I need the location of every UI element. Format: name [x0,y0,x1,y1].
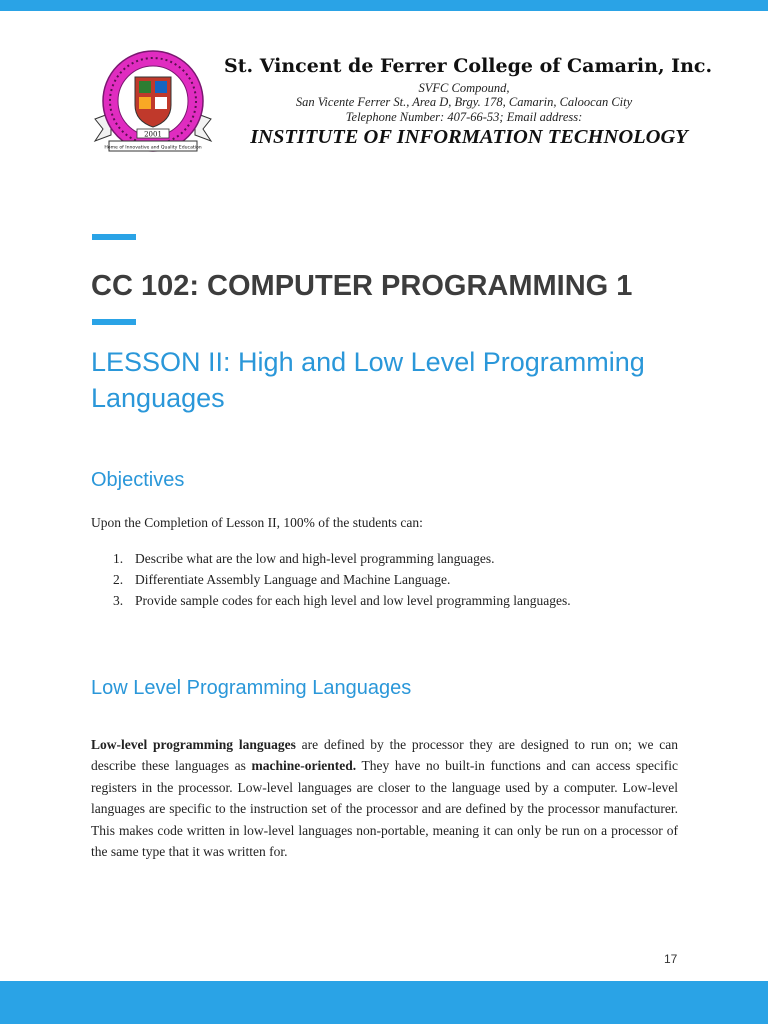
bottom-accent-bar [0,981,768,1024]
title-accent-bottom [92,319,136,325]
institute-name: INSTITUTE OF INFORMATION TECHNOLOGY [250,126,688,148]
lesson-title: LESSON II: High and Low Level Programming Languages [91,347,645,413]
low-level-heading: Low Level Programming Languages [91,677,412,699]
page-number: 17 [664,952,678,966]
objectives-list [91,548,571,611]
title-accent-top [92,234,136,240]
college-seal-logo [93,49,213,159]
objectives-heading: Objectives [91,469,185,491]
college-name: St. Vincent de Ferrer College of Camarin, Inc. [224,55,713,77]
list-item: 1. Describe what are the low and high-level programming languages. [113,551,495,566]
campus-address: San Vicente Ferrer St., Area D, Brgy. 178, Camarin, Caloocan City [295,95,633,109]
logo-motto: Home of Innovative and Quality Education [104,145,202,151]
list-item: 2. Differentiate Assembly Language and Machine Language. [113,572,451,587]
campus-compound: SVFC Compound, [418,81,510,95]
course-title: CC 102: COMPUTER PROGRAMMING 1 [91,270,633,302]
term-bold: Low-level programming languages [91,736,296,752]
top-accent-bar [0,0,768,11]
low-level-paragraph: Low-level programming languages are defined by the processor they are designed to run on; we can describe these languages as machine-oriented. They have no built-in functions and can access specific registers in the processor. Low-level languages are closer to the language used by a computer. Low-level languages are specific to the instruction set of the processor and are defined by the processor manufacturer. This makes code written in low-level languages non-portable, meaning it can only be run on a processor of the same type that it was written for. [91,736,679,859]
logo-year: 2001 [144,130,162,139]
list-item: 3. Provide sample codes for each high level and low level programming languages. [113,593,571,608]
contact-info: Telephone Number: 407-66-53; Email address: [345,110,583,124]
emphasis-bold: machine-oriented. [251,758,357,773]
objectives-intro: Upon the Completion of Lesson II, 100% of the students can: [91,515,423,530]
